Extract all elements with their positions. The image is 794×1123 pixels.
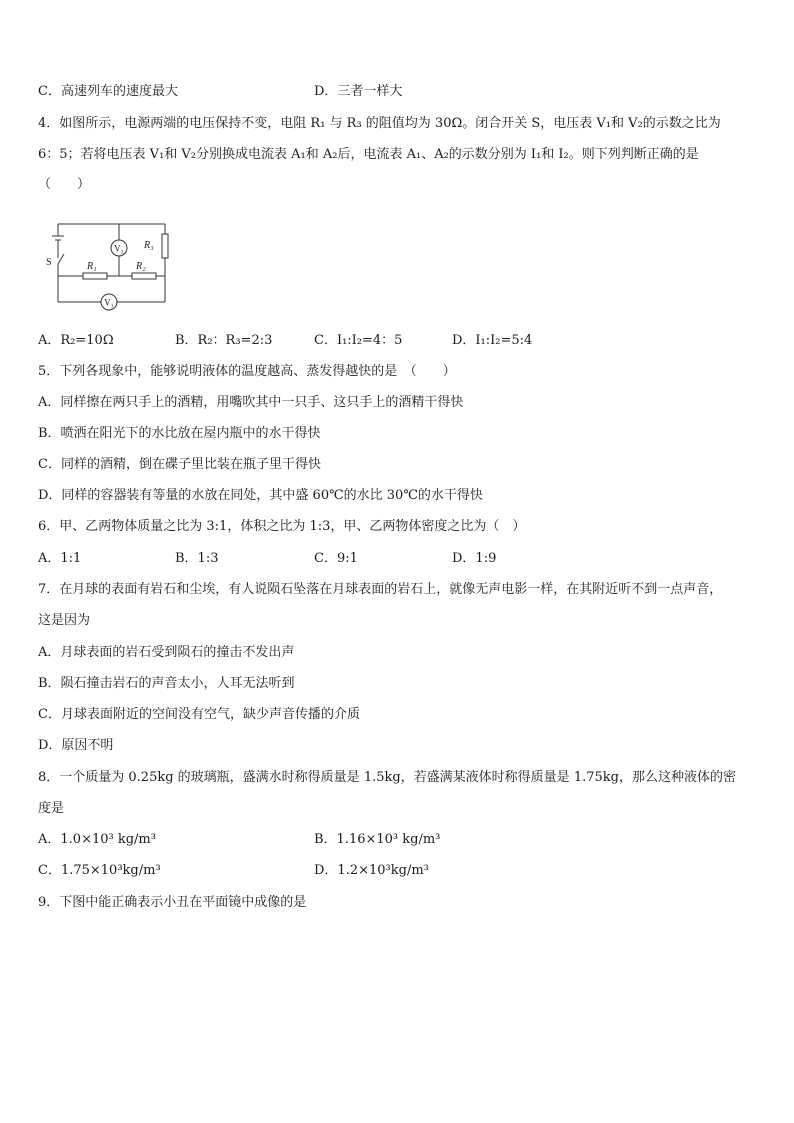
r3-label: R₃ bbox=[144, 240, 154, 251]
q9-stem: 9．下图中能正确表示小丑在平面镜中成像的是 bbox=[38, 895, 307, 910]
r2-label: R₂ bbox=[136, 261, 146, 272]
v2-label: V₂ bbox=[114, 243, 124, 254]
q8-stem-line1: 8．一个质量为 0.25kg 的玻璃瓶，盛满水时称得质量是 1.5kg，若盛满某液体时称得质量是 1.75kg，那么这种液体的密 bbox=[38, 770, 736, 785]
q4-option-a: A．R₂=10Ω bbox=[38, 333, 114, 348]
q8-stem-line2: 度是 bbox=[38, 801, 65, 816]
q7-option-b: B．陨石撞击岩石的声音太小，人耳无法听到 bbox=[38, 676, 295, 691]
q4-answer-bracket: （ ） bbox=[38, 177, 91, 192]
q6-stem: 6．甲、乙两物体质量之比为 3:1，体积之比为 1:3，甲、乙两物体密度之比为（ ） bbox=[38, 519, 526, 534]
q4-option-b: B．R₂：R₃=2:3 bbox=[175, 333, 273, 348]
q4-stem-line1: 4．如图所示，电源两端的电压保持不变，电阻 R₁ 与 R₃ 的阻值均为 30Ω。闭合开关 S，电压表 V₁和 V₂的示数之比为 bbox=[38, 116, 721, 131]
circuit-diagram bbox=[40, 218, 180, 318]
voltmeter-v2 bbox=[111, 240, 127, 256]
q4-option-d: D．I₁:I₂=5:4 bbox=[452, 333, 533, 348]
q7-stem-line1: 7．在月球的表面有岩石和尘埃，有人说陨石坠落在月球表面的岩石上，就像无声电影一样，在其附近听不到一点声音， bbox=[38, 582, 723, 597]
q3-option-d: D．三者一样大 bbox=[314, 84, 403, 99]
q8-option-a: A．1.0×10³ kg/m³ bbox=[38, 832, 156, 847]
switch-label: S bbox=[46, 257, 52, 268]
q7-stem-line2: 这是因为 bbox=[38, 613, 91, 628]
q4-option-c: C．I₁:I₂=4：5 bbox=[314, 333, 403, 348]
q7-option-a: A．月球表面的岩石受到陨石的撞击不发出声 bbox=[38, 645, 295, 660]
r1-label: R₁ bbox=[87, 261, 97, 272]
v1-label: V₁ bbox=[104, 297, 114, 308]
q5-option-d: D．同样的容器装有等量的水放在同处，其中盛 60℃的水比 30℃的水干得快 bbox=[38, 488, 483, 503]
q7-option-d: D．原因不明 bbox=[38, 738, 114, 753]
q8-option-d: D．1.2×10³kg/m³ bbox=[314, 863, 429, 878]
q5-option-a: A．同样擦在两只手上的酒精，用嘴吹其中一只手、这只手上的酒精干得快 bbox=[38, 395, 464, 410]
q8-option-b: B．1.16×10³ kg/m³ bbox=[314, 832, 441, 847]
q5-option-b: B．喷洒在阳光下的水比放在屋内瓶中的水干得快 bbox=[38, 426, 321, 441]
voltmeter-v1 bbox=[101, 294, 117, 310]
q6-option-d: D．1:9 bbox=[452, 551, 497, 566]
q6-option-b: B．1:3 bbox=[175, 551, 219, 566]
q4-stem-line2: 6：5；若将电压表 V₁和 V₂分别换成电流表 A₁和 A₂后，电流表 A₁、A₂的示数分别为 I₁和 I₂。则下列判断正确的是 bbox=[38, 147, 699, 162]
q3-option-c: C．高速列车的速度最大 bbox=[38, 84, 178, 99]
q5-option-c: C．同样的酒精，倒在碟子里比装在瓶子里干得快 bbox=[38, 457, 321, 472]
q5-stem: 5．下列各现象中，能够说明液体的温度越高、蒸发得越快的是 （ ） bbox=[38, 364, 456, 379]
q6-option-c: C．9:1 bbox=[314, 551, 358, 566]
q6-option-a: A．1:1 bbox=[38, 551, 82, 566]
q8-option-c: C．1.75×10³kg/m³ bbox=[38, 863, 161, 878]
q7-option-c: C．月球表面附近的空间没有空气，缺少声音传播的介质 bbox=[38, 707, 360, 722]
